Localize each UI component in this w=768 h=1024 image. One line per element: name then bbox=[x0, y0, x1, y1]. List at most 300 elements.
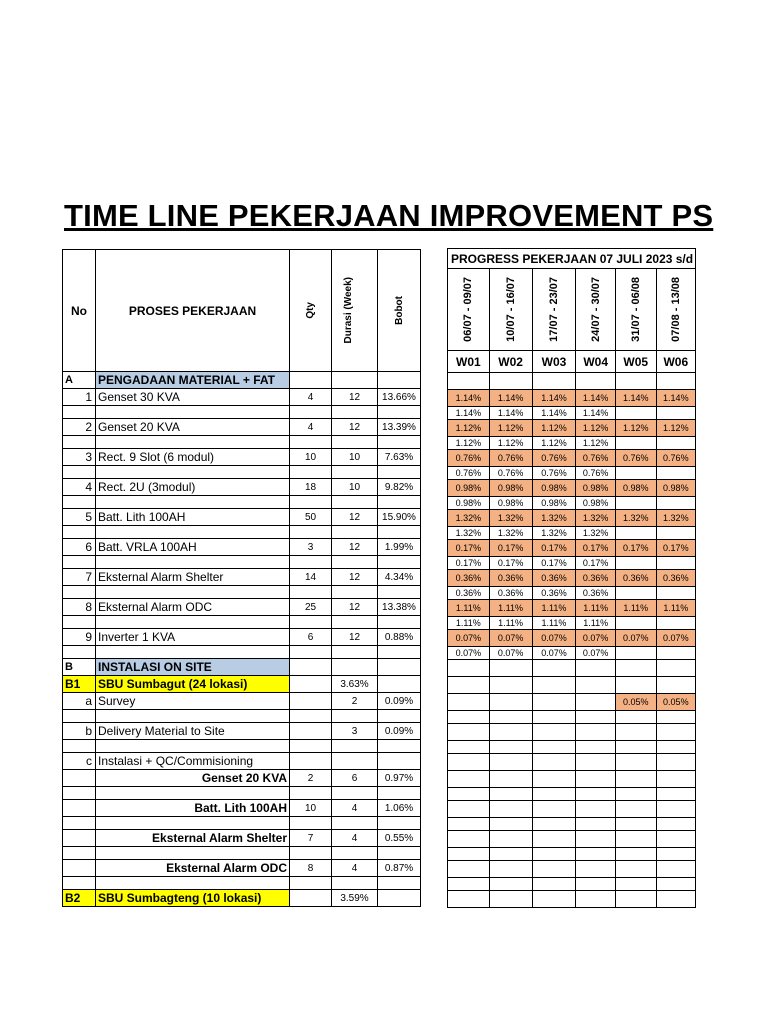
bobot-value: 15.90% bbox=[378, 509, 421, 526]
actual-cell bbox=[532, 788, 576, 801]
spacer-cell bbox=[332, 646, 378, 659]
spacer-cell bbox=[96, 646, 290, 659]
row-number bbox=[63, 770, 96, 787]
actual-cell bbox=[532, 711, 576, 724]
actual-cell bbox=[615, 557, 656, 570]
process-row bbox=[63, 659, 421, 676]
plan-cell bbox=[656, 677, 696, 694]
spacer-cell bbox=[63, 847, 96, 860]
process-row bbox=[63, 676, 421, 693]
actual-cell: 0.76% bbox=[489, 467, 532, 480]
plan-cell: 0.76% bbox=[576, 450, 616, 467]
actual-cell bbox=[656, 557, 696, 570]
process-label: Genset 20 KVA bbox=[96, 419, 290, 436]
plan-cell: 0.98% bbox=[576, 480, 616, 497]
row-number: 9 bbox=[63, 629, 96, 646]
plan-cell bbox=[532, 754, 576, 771]
spacer-cell bbox=[290, 847, 332, 860]
spacer-cell bbox=[332, 787, 378, 800]
plan-cell bbox=[656, 660, 696, 677]
bobot-value: 0.87% bbox=[378, 860, 421, 877]
progress-plan-row bbox=[448, 480, 696, 497]
plan-cell: 0.07% bbox=[489, 630, 532, 647]
actual-cell: 0.07% bbox=[489, 647, 532, 660]
process-spacer-row bbox=[63, 847, 421, 860]
plan-cell bbox=[532, 771, 576, 788]
spacer-cell bbox=[290, 646, 332, 659]
spacer-cell bbox=[96, 526, 290, 539]
durasi-value bbox=[332, 372, 378, 389]
actual-cell: 1.14% bbox=[576, 407, 616, 420]
date-range-wrap bbox=[535, 277, 574, 342]
actual-cell: 1.32% bbox=[489, 527, 532, 540]
actual-cell bbox=[448, 848, 490, 861]
plan-cell: 0.05% bbox=[656, 694, 696, 711]
plan-cell bbox=[615, 724, 656, 741]
plan-cell: 0.98% bbox=[532, 480, 576, 497]
row-number: 5 bbox=[63, 509, 96, 526]
spacer-cell bbox=[290, 817, 332, 830]
actual-cell: 0.17% bbox=[532, 557, 576, 570]
header-qty: Qty bbox=[305, 302, 316, 319]
actual-cell: 1.11% bbox=[448, 617, 490, 630]
spacer-cell bbox=[290, 787, 332, 800]
plan-cell: 1.11% bbox=[615, 600, 656, 617]
spacer-cell bbox=[63, 496, 96, 509]
process-label: SBU Sumbagut (24 lokasi) bbox=[96, 676, 290, 693]
row-number bbox=[63, 800, 96, 817]
date-range-cell bbox=[532, 269, 576, 351]
bobot-value: 13.66% bbox=[378, 389, 421, 406]
plan-cell: 0.98% bbox=[615, 480, 656, 497]
spacer-cell bbox=[63, 436, 96, 449]
plan-cell bbox=[448, 694, 490, 711]
process-label: SBU Sumbagteng (10 lokasi) bbox=[96, 890, 290, 907]
week-label: W01 bbox=[448, 351, 490, 373]
plan-cell bbox=[615, 373, 656, 390]
plan-cell: 1.14% bbox=[489, 390, 532, 407]
actual-cell bbox=[576, 878, 616, 891]
bobot-value: 1.99% bbox=[378, 539, 421, 556]
actual-cell: 0.07% bbox=[532, 647, 576, 660]
plan-cell bbox=[656, 861, 696, 878]
row-number: 2 bbox=[63, 419, 96, 436]
durasi-value: 6 bbox=[332, 770, 378, 787]
actual-cell bbox=[656, 818, 696, 831]
row-number bbox=[63, 830, 96, 847]
progress-plan-row bbox=[448, 677, 696, 694]
spacer-cell bbox=[378, 817, 421, 830]
plan-cell bbox=[489, 861, 532, 878]
plan-cell: 1.12% bbox=[615, 420, 656, 437]
actual-cell bbox=[656, 587, 696, 600]
date-range: 24/07 - 30/07 bbox=[589, 277, 602, 342]
plan-cell bbox=[532, 373, 576, 390]
plan-cell: 0.36% bbox=[489, 570, 532, 587]
actual-cell: 0.98% bbox=[576, 497, 616, 510]
plan-cell bbox=[448, 724, 490, 741]
process-label: Batt. Lith 100AH bbox=[96, 509, 290, 526]
actual-cell: 1.14% bbox=[532, 407, 576, 420]
plan-cell bbox=[656, 891, 696, 908]
process-row bbox=[63, 800, 421, 817]
header-bobot: Bobot bbox=[393, 296, 405, 325]
qty-value bbox=[290, 890, 332, 907]
process-row bbox=[63, 389, 421, 406]
spacer-cell bbox=[290, 406, 332, 419]
spacer-cell bbox=[332, 740, 378, 753]
plan-cell bbox=[576, 801, 616, 818]
actual-cell bbox=[615, 467, 656, 480]
actual-cell: 1.12% bbox=[448, 437, 490, 450]
plan-cell bbox=[615, 771, 656, 788]
actual-cell: 0.76% bbox=[448, 467, 490, 480]
process-row bbox=[63, 479, 421, 496]
actual-cell bbox=[448, 788, 490, 801]
actual-cell: 1.32% bbox=[448, 527, 490, 540]
spacer-cell bbox=[63, 556, 96, 569]
plan-cell: 0.36% bbox=[576, 570, 616, 587]
progress-plan-row bbox=[448, 390, 696, 407]
plan-cell bbox=[576, 660, 616, 677]
process-spacer-row bbox=[63, 646, 421, 659]
bobot-value bbox=[378, 890, 421, 907]
header-bobot-cell bbox=[378, 250, 421, 372]
date-range: 17/07 - 23/07 bbox=[547, 277, 560, 342]
plan-cell: 1.12% bbox=[656, 420, 696, 437]
process-row bbox=[63, 860, 421, 877]
actual-cell: 1.12% bbox=[489, 437, 532, 450]
actual-cell bbox=[615, 407, 656, 420]
spacer-cell bbox=[63, 740, 96, 753]
plan-cell bbox=[576, 677, 616, 694]
progress-actual-row bbox=[448, 497, 696, 510]
qty-value: 14 bbox=[290, 569, 332, 586]
qty-value: 2 bbox=[290, 770, 332, 787]
actual-cell: 0.36% bbox=[489, 587, 532, 600]
process-row bbox=[63, 372, 421, 389]
actual-cell bbox=[656, 647, 696, 660]
plan-cell: 0.76% bbox=[615, 450, 656, 467]
process-spacer-row bbox=[63, 877, 421, 890]
actual-cell bbox=[532, 848, 576, 861]
bobot-value: 0.97% bbox=[378, 770, 421, 787]
plan-cell: 1.11% bbox=[656, 600, 696, 617]
date-range-wrap bbox=[492, 277, 530, 342]
durasi-value: 12 bbox=[332, 419, 378, 436]
spacer-cell bbox=[332, 710, 378, 723]
plan-cell bbox=[532, 891, 576, 908]
bobot-value: 0.55% bbox=[378, 830, 421, 847]
row-number: B1 bbox=[63, 676, 96, 693]
progress-actual-row bbox=[448, 711, 696, 724]
page-title: TIME LINE PEKERJAAN IMPROVEMENT PS bbox=[64, 198, 714, 233]
plan-cell: 1.14% bbox=[615, 390, 656, 407]
row-number bbox=[63, 860, 96, 877]
durasi-value bbox=[332, 659, 378, 676]
durasi-value: 12 bbox=[332, 629, 378, 646]
plan-cell bbox=[489, 754, 532, 771]
actual-cell bbox=[576, 741, 616, 754]
spacer-cell bbox=[290, 710, 332, 723]
actual-cell: 1.14% bbox=[489, 407, 532, 420]
plan-cell bbox=[489, 771, 532, 788]
week-label: W06 bbox=[656, 351, 696, 373]
durasi-value: 3 bbox=[332, 723, 378, 740]
actual-cell bbox=[615, 848, 656, 861]
actual-cell: 0.07% bbox=[448, 647, 490, 660]
plan-cell bbox=[489, 831, 532, 848]
durasi-value: 12 bbox=[332, 539, 378, 556]
actual-cell bbox=[615, 587, 656, 600]
plan-cell: 1.32% bbox=[489, 510, 532, 527]
process-row bbox=[63, 693, 421, 710]
plan-cell: 0.17% bbox=[448, 540, 490, 557]
process-spacer-row bbox=[63, 616, 421, 629]
plan-cell bbox=[489, 801, 532, 818]
spacer-cell bbox=[378, 740, 421, 753]
durasi-value: 4 bbox=[332, 830, 378, 847]
actual-cell bbox=[615, 647, 656, 660]
plan-cell bbox=[656, 754, 696, 771]
actual-cell bbox=[656, 848, 696, 861]
plan-cell bbox=[448, 373, 490, 390]
plan-cell bbox=[576, 754, 616, 771]
actual-cell: 0.76% bbox=[532, 467, 576, 480]
plan-cell bbox=[615, 677, 656, 694]
plan-cell bbox=[576, 373, 616, 390]
plan-cell bbox=[656, 724, 696, 741]
plan-cell: 0.98% bbox=[448, 480, 490, 497]
actual-cell bbox=[532, 741, 576, 754]
qty-value: 10 bbox=[290, 449, 332, 466]
actual-cell bbox=[532, 818, 576, 831]
bobot-value: 0.88% bbox=[378, 629, 421, 646]
spacer-cell bbox=[378, 787, 421, 800]
spacer-cell bbox=[96, 787, 290, 800]
actual-cell: 0.36% bbox=[448, 587, 490, 600]
actual-cell: 1.12% bbox=[532, 437, 576, 450]
row-number: B bbox=[63, 659, 96, 676]
plan-cell bbox=[656, 771, 696, 788]
plan-cell bbox=[532, 660, 576, 677]
durasi-value bbox=[332, 753, 378, 770]
plan-cell bbox=[576, 891, 616, 908]
plan-cell: 1.14% bbox=[576, 390, 616, 407]
plan-cell bbox=[448, 831, 490, 848]
plan-cell bbox=[576, 831, 616, 848]
process-label: Eksternal Alarm Shelter bbox=[96, 830, 290, 847]
actual-cell bbox=[489, 741, 532, 754]
qty-value: 7 bbox=[290, 830, 332, 847]
progress-plan-row bbox=[448, 771, 696, 788]
actual-cell: 0.98% bbox=[489, 497, 532, 510]
actual-cell: 1.32% bbox=[576, 527, 616, 540]
plan-cell bbox=[448, 677, 490, 694]
header-durasi: Durasi (Week) bbox=[342, 277, 354, 344]
actual-cell: 1.11% bbox=[576, 617, 616, 630]
plan-cell: 1.32% bbox=[576, 510, 616, 527]
actual-cell bbox=[489, 788, 532, 801]
qty-value: 8 bbox=[290, 860, 332, 877]
durasi-value: 3.63% bbox=[332, 676, 378, 693]
row-number: 7 bbox=[63, 569, 96, 586]
process-table bbox=[62, 249, 421, 907]
process-row bbox=[63, 449, 421, 466]
spacer-cell bbox=[290, 877, 332, 890]
actual-cell bbox=[656, 497, 696, 510]
plan-cell: 0.98% bbox=[656, 480, 696, 497]
spacer-cell bbox=[63, 586, 96, 599]
actual-cell bbox=[615, 741, 656, 754]
actual-cell bbox=[615, 437, 656, 450]
date-range-wrap bbox=[578, 277, 613, 342]
plan-cell: 0.98% bbox=[489, 480, 532, 497]
bobot-value: 4.34% bbox=[378, 569, 421, 586]
plan-cell bbox=[532, 724, 576, 741]
progress-plan-row bbox=[448, 891, 696, 908]
actual-cell bbox=[615, 878, 656, 891]
spacer-cell bbox=[96, 406, 290, 419]
spacer-cell bbox=[96, 556, 290, 569]
row-number: 3 bbox=[63, 449, 96, 466]
process-row bbox=[63, 509, 421, 526]
header-durasi-cell bbox=[332, 250, 378, 372]
date-range: 31/07 - 06/08 bbox=[629, 277, 642, 342]
spacer-cell bbox=[378, 710, 421, 723]
spacer-cell bbox=[332, 496, 378, 509]
actual-cell bbox=[489, 711, 532, 724]
plan-cell bbox=[656, 373, 696, 390]
process-label: Survey bbox=[96, 693, 290, 710]
week-label: W03 bbox=[532, 351, 576, 373]
plan-cell bbox=[489, 660, 532, 677]
plan-cell: 1.12% bbox=[532, 420, 576, 437]
plan-cell bbox=[448, 754, 490, 771]
durasi-value: 12 bbox=[332, 569, 378, 586]
header-qty-cell bbox=[290, 250, 332, 372]
bobot-value bbox=[378, 659, 421, 676]
progress-actual-row bbox=[448, 617, 696, 630]
plan-cell: 0.76% bbox=[448, 450, 490, 467]
actual-cell bbox=[615, 617, 656, 630]
actual-cell: 0.98% bbox=[448, 497, 490, 510]
spacer-cell bbox=[332, 586, 378, 599]
plan-cell: 1.11% bbox=[532, 600, 576, 617]
spacer-cell bbox=[378, 586, 421, 599]
spacer-cell bbox=[290, 496, 332, 509]
process-row bbox=[63, 770, 421, 787]
date-range-cell bbox=[448, 269, 490, 351]
row-number: B2 bbox=[63, 890, 96, 907]
progress-actual-row bbox=[448, 407, 696, 420]
process-row bbox=[63, 830, 421, 847]
row-number: 1 bbox=[63, 389, 96, 406]
plan-cell bbox=[656, 801, 696, 818]
spacer-cell bbox=[63, 616, 96, 629]
plan-cell bbox=[576, 724, 616, 741]
plan-cell: 0.17% bbox=[532, 540, 576, 557]
spacer-cell bbox=[63, 710, 96, 723]
spacer-cell bbox=[63, 877, 96, 890]
spacer-cell bbox=[378, 496, 421, 509]
week-label: W04 bbox=[576, 351, 616, 373]
plan-cell: 0.07% bbox=[615, 630, 656, 647]
date-range-cell bbox=[656, 269, 696, 351]
progress-actual-row bbox=[448, 527, 696, 540]
actual-cell bbox=[448, 741, 490, 754]
spacer-cell bbox=[332, 436, 378, 449]
progress-plan-row bbox=[448, 660, 696, 677]
spacer-cell bbox=[332, 466, 378, 479]
qty-value bbox=[290, 659, 332, 676]
date-range: 10/07 - 16/07 bbox=[504, 277, 517, 342]
progress-plan-row bbox=[448, 510, 696, 527]
progress-plan-row bbox=[448, 600, 696, 617]
plan-cell: 1.14% bbox=[656, 390, 696, 407]
actual-cell bbox=[448, 711, 490, 724]
plan-cell bbox=[489, 677, 532, 694]
actual-cell: 0.36% bbox=[532, 587, 576, 600]
durasi-value: 4 bbox=[332, 800, 378, 817]
spacer-cell bbox=[96, 466, 290, 479]
progress-actual-row bbox=[448, 741, 696, 754]
plan-cell: 0.07% bbox=[576, 630, 616, 647]
spacer-cell bbox=[378, 877, 421, 890]
plan-cell bbox=[448, 891, 490, 908]
progress-table bbox=[447, 248, 696, 908]
actual-cell: 0.17% bbox=[576, 557, 616, 570]
process-label: Instalasi + QC/Commisioning bbox=[96, 753, 290, 770]
qty-value: 6 bbox=[290, 629, 332, 646]
process-spacer-row bbox=[63, 710, 421, 723]
progress-plan-row bbox=[448, 420, 696, 437]
actual-cell bbox=[448, 878, 490, 891]
spacer-cell bbox=[290, 740, 332, 753]
plan-cell: 1.14% bbox=[448, 390, 490, 407]
plan-cell: 1.12% bbox=[448, 420, 490, 437]
plan-cell: 1.11% bbox=[489, 600, 532, 617]
spacer-cell bbox=[290, 616, 332, 629]
plan-cell: 0.36% bbox=[615, 570, 656, 587]
plan-cell bbox=[615, 831, 656, 848]
plan-cell: 0.76% bbox=[656, 450, 696, 467]
spacer-cell bbox=[63, 526, 96, 539]
spacer-cell bbox=[332, 406, 378, 419]
process-spacer-row bbox=[63, 406, 421, 419]
process-label: Genset 20 KVA bbox=[96, 770, 290, 787]
row-number: 6 bbox=[63, 539, 96, 556]
process-label: Batt. VRLA 100AH bbox=[96, 539, 290, 556]
process-row bbox=[63, 539, 421, 556]
process-spacer-row bbox=[63, 817, 421, 830]
plan-cell bbox=[615, 891, 656, 908]
qty-value bbox=[290, 372, 332, 389]
plan-cell: 0.07% bbox=[532, 630, 576, 647]
plan-cell: 0.76% bbox=[532, 450, 576, 467]
actual-cell: 0.17% bbox=[448, 557, 490, 570]
actual-cell bbox=[656, 878, 696, 891]
process-label: Delivery Material to Site bbox=[96, 723, 290, 740]
actual-cell bbox=[656, 711, 696, 724]
row-number: A bbox=[63, 372, 96, 389]
week-label: W02 bbox=[489, 351, 532, 373]
durasi-value: 12 bbox=[332, 389, 378, 406]
process-row bbox=[63, 723, 421, 740]
progress-plan-row bbox=[448, 450, 696, 467]
progress-actual-row bbox=[448, 818, 696, 831]
progress-plan-row bbox=[448, 861, 696, 878]
